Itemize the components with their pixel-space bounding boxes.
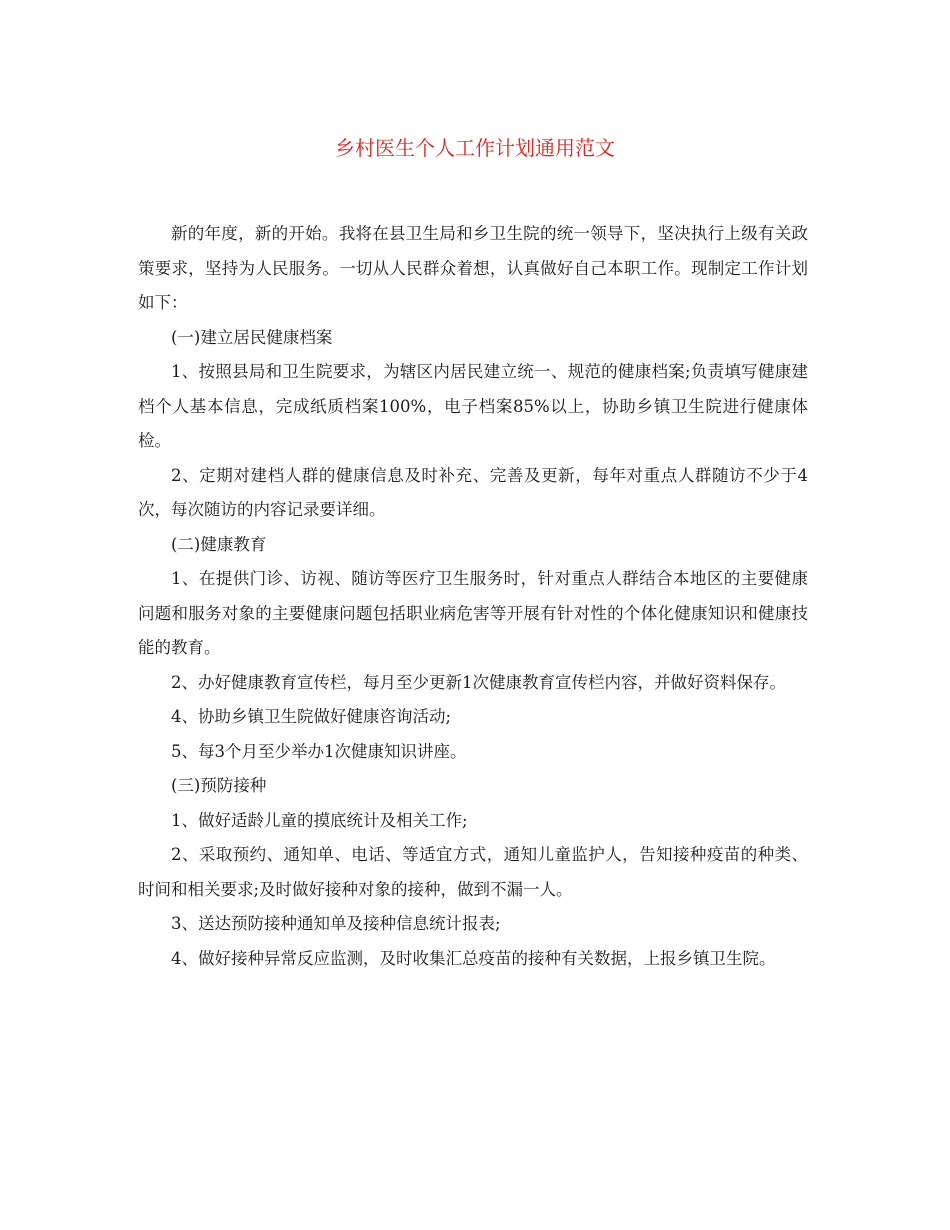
- paragraph-records-1: 1、按照县局和卫生院要求，为辖区内居民建立统一、规范的健康档案;负责填写健康建档个人基本信息，完成纸质档案100%，电子档案85%以上，协助乡镇卫生院进行健康体检。: [138, 362, 808, 450]
- paragraph-vaccination-1: 1、做好适龄儿童的摸底统计及相关工作;: [171, 810, 468, 830]
- paragraph-education-5: 5、每3个月至少举办1次健康知识讲座。: [171, 741, 467, 761]
- paragraph-education-1: 1、在提供门诊、访视、随访等医疗卫生服务时，针对重点人群结合本地区的主要健康问题和服务对象的主要健康问题包括职业病危害等开展有针对性的个体化健康知识和健康技能的教育。: [138, 569, 808, 657]
- document-title: 乡村医生个人工作计划通用范文: [335, 136, 615, 160]
- paragraph-vaccination-3: 3、送达预防接种通知单及接种信息统计报表;: [171, 914, 501, 933]
- paragraph-records-2: 2、定期对建档人群的健康信息及时补充、完善及更新，每年对重点人群随访不少于4次，每次随访的内容记录要详细。: [138, 465, 808, 519]
- document-body: [138, 217, 808, 976]
- paragraph-vaccination-2: 2、采取预约、通知单、电话、等适宜方式，通知儿童监护人，告知接种疫苗的种类、时间和相关要求;及时做好接种对象的接种，做到不漏一人。: [138, 845, 808, 899]
- section-heading-vaccination: (三)预防接种: [171, 776, 267, 795]
- paragraph-intro: 新的年度，新的开始。我将在县卫生局和乡卫生院的统一领导下，坚决执行上级有关政策要求，坚持为人民服务。一切从人民群众着想，认真做好自己本职工作。现制定工作计划如下：: [138, 224, 808, 312]
- section-heading-health-education: (二)健康教育: [171, 534, 267, 554]
- paragraph-education-2: 2、办好健康教育宣传栏，每月至少更新1次健康教育宣传栏内容，并做好资料保存。: [171, 672, 786, 692]
- paragraph-vaccination-4: 4、做好接种异常反应监测，及时收集汇总疫苗的接种有关数据，上报乡镇卫生院。: [171, 948, 776, 968]
- section-heading-health-records: (一)建立居民健康档案: [171, 327, 333, 347]
- paragraph-education-4: 4、协助乡镇卫生院做好健康咨询活动;: [171, 707, 452, 726]
